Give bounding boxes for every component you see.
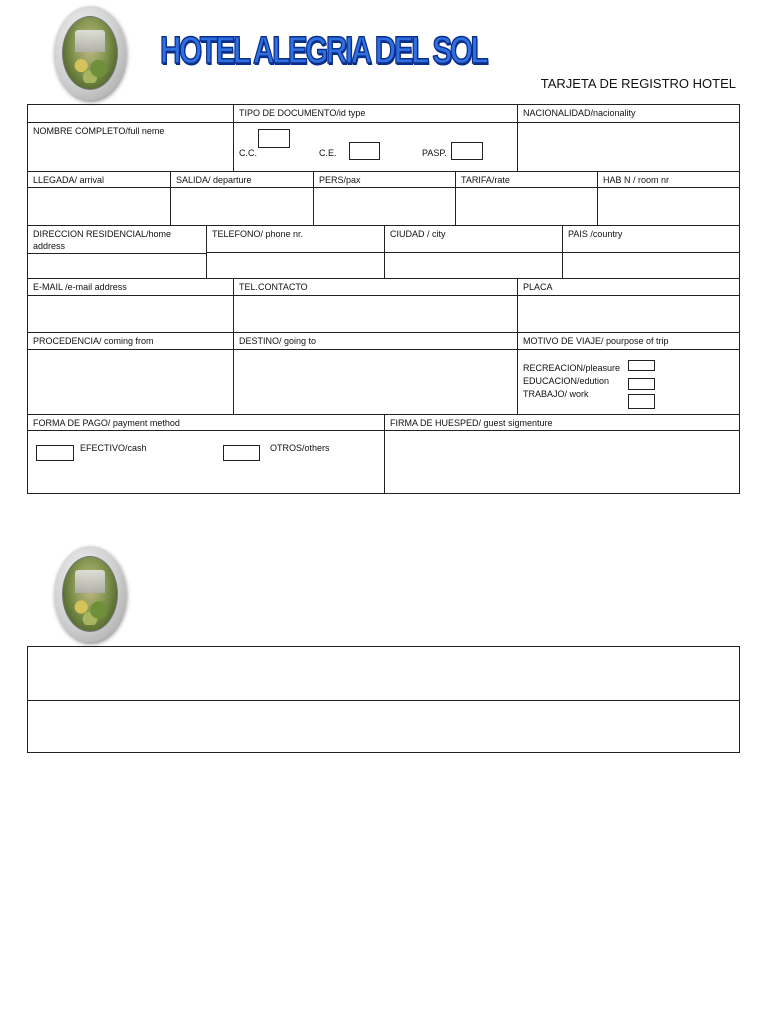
going-to-label: DESTINO/ going to (234, 333, 518, 350)
education-checkbox[interactable] (628, 378, 655, 390)
country-label: PAIS /country (563, 226, 739, 253)
rate-label: TARIFA/rate (456, 172, 598, 188)
pasp-label: PASP. (422, 148, 447, 158)
nationality-field[interactable] (518, 123, 739, 172)
rate-field[interactable] (456, 188, 598, 226)
phone-field[interactable] (207, 253, 385, 279)
registration-form (27, 104, 740, 494)
hotel-logo-image (62, 16, 118, 90)
id-type-label: TIPO DE DOCUMENTO/id type (234, 105, 518, 123)
coming-from-label: PROCEDENCIA/ coming from (28, 333, 234, 350)
hotel-logo (54, 6, 126, 100)
hotel-logo-secondary (54, 546, 126, 642)
education-label: EDUCACION/edution (523, 376, 610, 386)
ce-checkbox[interactable] (349, 142, 380, 160)
id-type-options (234, 123, 518, 172)
plate-field[interactable] (518, 296, 739, 333)
email-label: E-MAIL /e-mail address (28, 279, 234, 296)
cash-label: EFECTIVO/cash (80, 443, 147, 453)
bottom-notes-box (27, 646, 740, 753)
ce-label: C.E. (319, 148, 337, 158)
hotel-name-wordart: HOTEL ALEGRIA DEL SOL (160, 30, 487, 72)
hotel-logo-secondary-image (62, 556, 118, 632)
nationality-label: NACIONALIDAD/nacionality (518, 105, 739, 123)
email-field[interactable] (28, 296, 234, 333)
payment-method-label: FORMA DE PAGO/ payment method (28, 415, 385, 431)
arrival-label: LLEGADA/ arrival (28, 172, 171, 188)
home-address-field[interactable] (28, 253, 207, 279)
card-title: TARJETA DE REGISTRO HOTEL (540, 76, 736, 91)
work-checkbox[interactable] (628, 394, 655, 409)
row1-empty-label (28, 105, 234, 123)
pleasure-label: RECREACION/pleasure (523, 363, 621, 373)
guest-signature-field[interactable] (385, 431, 739, 493)
others-label: OTROS/others (270, 443, 330, 453)
contact-phone-field[interactable] (234, 296, 518, 333)
trip-purpose-label: MOTIVO DE VIAJE/ pourpose of trip (518, 333, 739, 350)
guest-signature-label: FIRMA DE HUESPED/ guest sigmenture (385, 415, 739, 431)
phone-label: TELEFONO/ phone nr. (207, 226, 385, 253)
coming-from-field[interactable] (28, 350, 234, 415)
room-number-label: HAB N / room nr (598, 172, 739, 188)
arrival-field[interactable] (28, 188, 171, 226)
trip-purpose-options (518, 350, 739, 415)
payment-method-options (28, 431, 385, 493)
going-to-field[interactable] (234, 350, 518, 415)
plate-label: PLACA (518, 279, 739, 296)
pax-label: PERS/pax (314, 172, 456, 188)
city-label: CIUDAD / city (385, 226, 563, 253)
city-field[interactable] (385, 253, 563, 279)
room-number-field[interactable] (598, 188, 739, 226)
contact-phone-label: TEL.CONTACTO (234, 279, 518, 296)
full-name-label: NOMBRE COMPLETO/full neme (28, 123, 234, 172)
pasp-checkbox[interactable] (451, 142, 483, 160)
pax-field[interactable] (314, 188, 456, 226)
cc-checkbox[interactable] (258, 129, 290, 148)
cash-checkbox[interactable] (36, 445, 74, 461)
country-field[interactable] (563, 253, 739, 279)
others-checkbox[interactable] (223, 445, 260, 461)
bottom-field-2[interactable] (28, 701, 739, 752)
work-label: TRABAJO/ work (523, 389, 589, 399)
bottom-field-1[interactable] (28, 647, 739, 700)
cc-label: C.C. (239, 148, 257, 158)
departure-label: SALIDA/ departure (171, 172, 314, 188)
pleasure-checkbox[interactable] (628, 360, 655, 371)
departure-field[interactable] (171, 188, 314, 226)
home-address-label: DIRECCION RESIDENCIAL/home address (28, 226, 207, 253)
